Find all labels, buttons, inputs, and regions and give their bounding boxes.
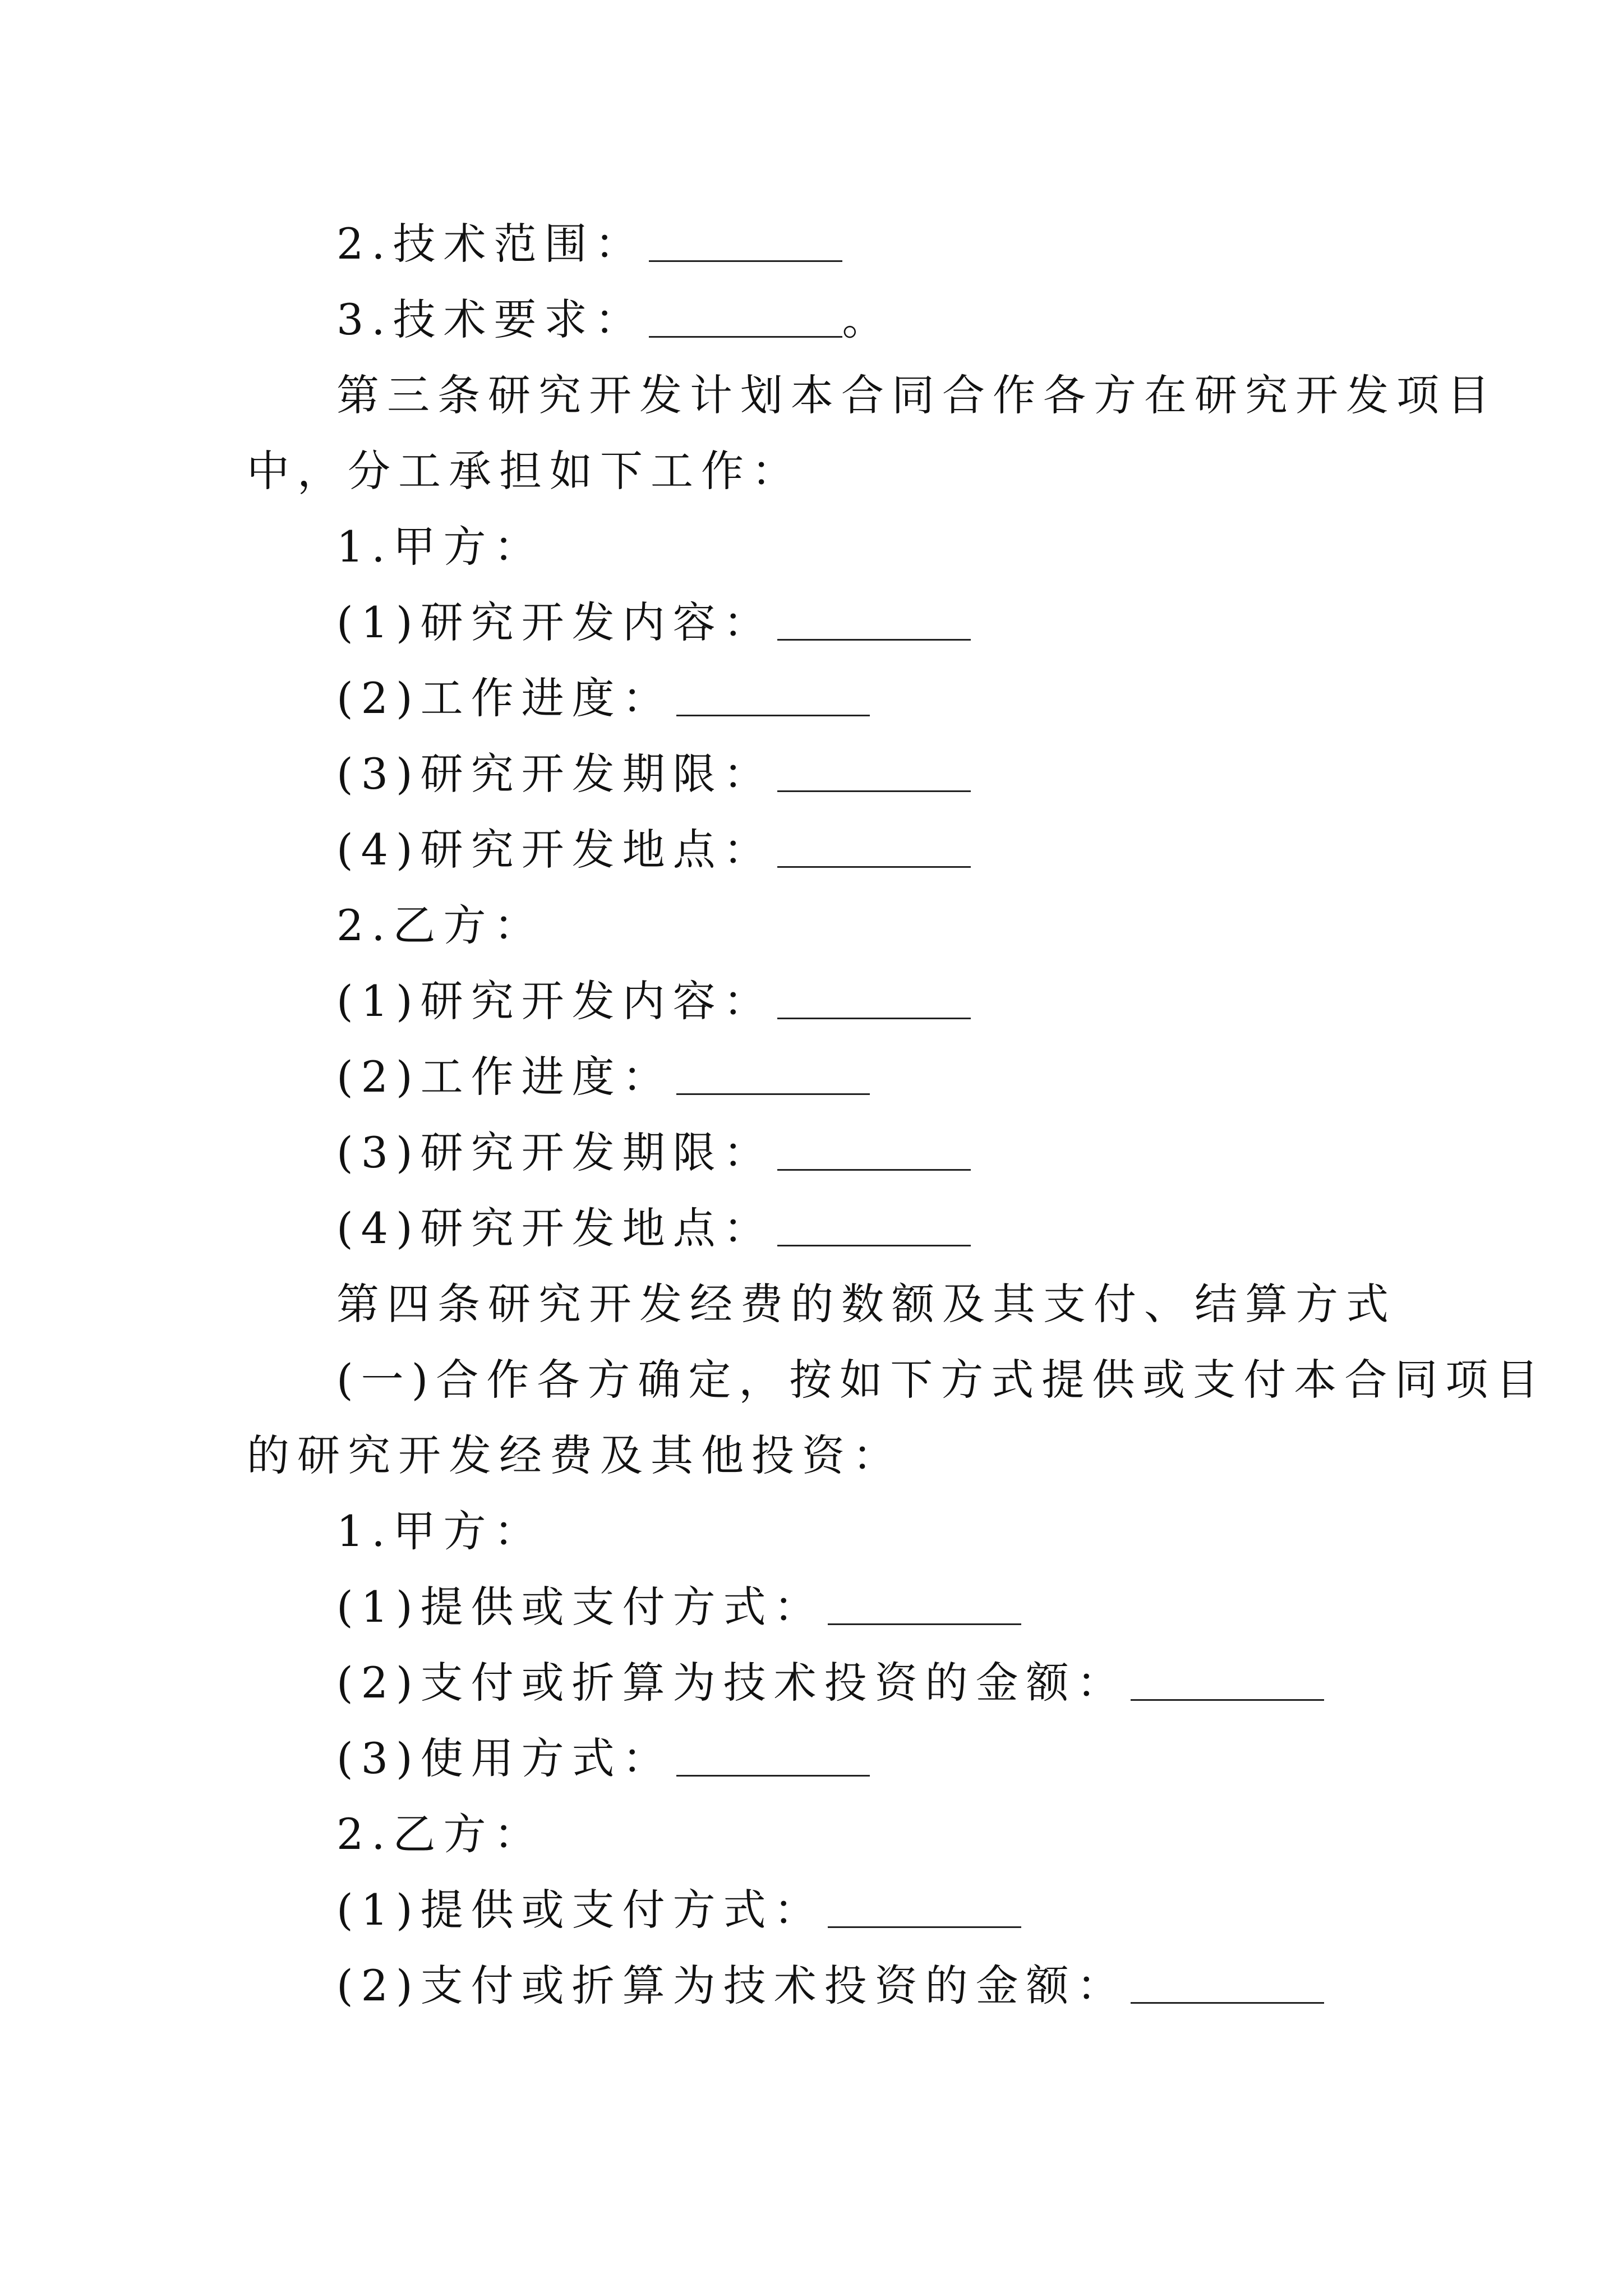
fill-in-blank xyxy=(649,223,842,262)
fill-in-blank xyxy=(828,1586,1021,1625)
party-b-rd-content xyxy=(336,973,971,1029)
line-text: (2)工作进度： xyxy=(336,1052,673,1102)
fill-in-blank xyxy=(777,981,971,1019)
article-four-item-one-continuation xyxy=(247,1428,903,1484)
line-text: (1)研究开发内容： xyxy=(336,597,774,647)
fill-in-blank xyxy=(676,1738,870,1777)
fill-in-blank xyxy=(777,602,971,641)
fill-in-blank xyxy=(777,1132,971,1171)
line-text: (4)研究开发地点： xyxy=(336,825,774,875)
article-three-heading xyxy=(336,367,1497,424)
party-a-rd-period xyxy=(336,746,971,802)
fill-in-blank xyxy=(828,1889,1021,1928)
fill-in-blank xyxy=(1131,1965,1324,2004)
funding-party-b-amount xyxy=(336,1958,1324,2014)
line-text: (一)合作各方确定，按如下方式提供或支付本合同项目 xyxy=(336,1355,1547,1405)
party-b-rd-location xyxy=(336,1200,971,1257)
line-text: (3)研究开发期限： xyxy=(336,749,774,799)
line-text: 2.技术范围： xyxy=(336,219,645,269)
party-b-work-progress xyxy=(336,1049,870,1105)
line-text: (1)研究开发内容： xyxy=(336,976,774,1026)
party-b-heading xyxy=(336,898,545,954)
fill-in-blank xyxy=(777,1208,971,1246)
article-three-continuation xyxy=(247,443,802,499)
line-text: (2)工作进度： xyxy=(336,673,673,723)
party-a-work-progress xyxy=(336,670,870,726)
line-text: (1)提供或支付方式： xyxy=(336,1582,824,1632)
funding-party-a-usage xyxy=(336,1731,870,1787)
fill-in-blank xyxy=(649,299,842,338)
line-text: (2)支付或折算为技术投资的金额： xyxy=(336,1658,1127,1708)
line-text: 2.乙方： xyxy=(336,900,545,950)
article-four-heading xyxy=(336,1276,1396,1332)
funding-party-b-payment-method xyxy=(336,1882,1021,1938)
line-text: (1)提供或支付方式： xyxy=(336,1885,824,1935)
party-a-rd-location xyxy=(336,822,971,878)
fill-in-blank xyxy=(777,753,971,792)
line-text: 1.甲方： xyxy=(336,1506,545,1556)
line-text: (4)研究开发地点： xyxy=(336,1203,774,1253)
clause-tech-requirements xyxy=(336,292,885,348)
line-text: 3.技术要求： xyxy=(336,295,645,344)
funding-party-a-heading xyxy=(336,1503,545,1559)
line-text: 的研究开发经费及其他投资： xyxy=(247,1430,903,1480)
funding-party-b-heading xyxy=(336,1806,545,1862)
fill-in-blank xyxy=(777,829,971,868)
line-text: 中，分工承担如下工作： xyxy=(247,446,802,496)
line-text: (3)使用方式： xyxy=(336,1733,673,1783)
line-text: (2)支付或折算为技术投资的金额： xyxy=(336,1961,1127,2010)
clause-tech-scope xyxy=(336,216,842,272)
line-text: (3)研究开发期限： xyxy=(336,1128,774,1177)
party-a-heading xyxy=(336,519,545,575)
funding-party-a-amount xyxy=(336,1655,1324,1711)
fill-in-blank xyxy=(676,678,870,716)
line-tail: 。 xyxy=(842,295,885,344)
party-b-rd-period xyxy=(336,1125,971,1181)
line-text: 第三条研究开发计划本合同合作各方在研究开发项目 xyxy=(336,370,1497,420)
article-four-item-one xyxy=(336,1352,1546,1408)
fill-in-blank xyxy=(1131,1662,1324,1701)
line-text: 第四条研究开发经费的数额及其支付、结算方式 xyxy=(336,1279,1396,1329)
line-text: 1.甲方： xyxy=(336,522,545,572)
party-a-rd-content xyxy=(336,595,971,651)
fill-in-blank xyxy=(676,1056,870,1095)
line-text: 2.乙方： xyxy=(336,1809,545,1859)
funding-party-a-payment-method xyxy=(336,1579,1021,1635)
